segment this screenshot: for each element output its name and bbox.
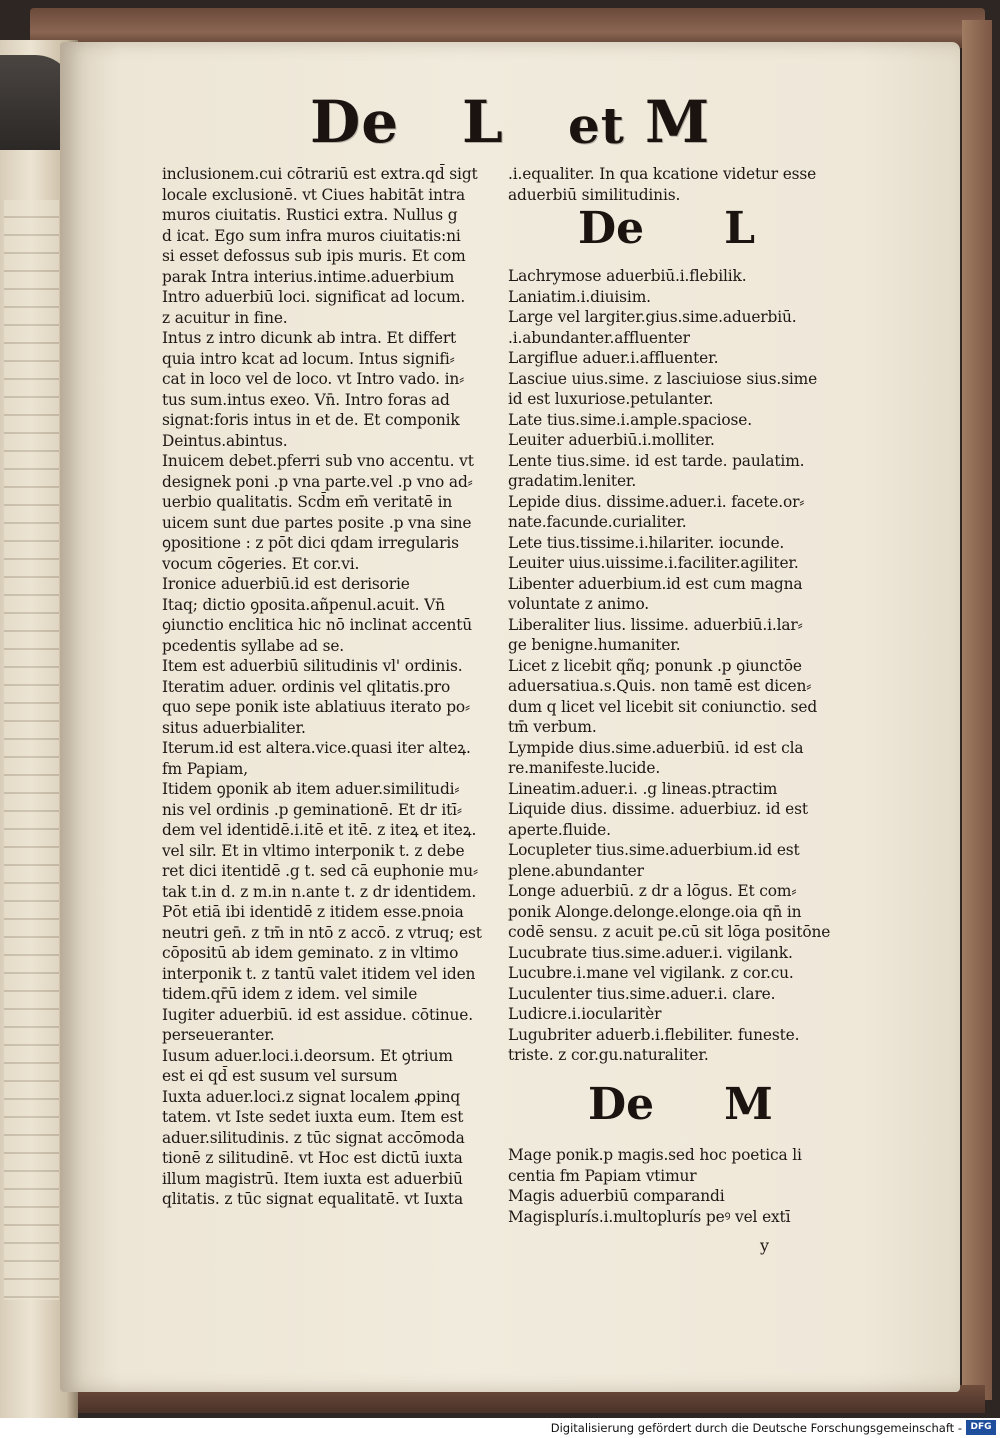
text-line: Intro aduerbiū loci. significat ad locum.: [162, 288, 466, 306]
text-line: nate.facunde.curialiter.: [508, 513, 687, 531]
text-line: Pōt etiā ibi identidē z itidem esse.pnoia: [162, 903, 464, 921]
text-line: inclusionem.cui cōtrariū est extra.qd̄ sigt: [162, 165, 478, 183]
text-line: Late tius.sime.i.ample.spaciose.: [508, 410, 752, 429]
text-line: Largiflue aduer.i.affluenter.: [508, 349, 719, 367]
footer-credit: Digitalisierung gefördert durch die Deutsche Forschungsgemeinschaft -: [550, 1421, 962, 1435]
right-text-column-l-entries: [508, 266, 838, 1066]
text-line: Locupleter tius.sime.aduerbium.id est: [508, 841, 800, 859]
text-line: Laniatim.i.diuisim.: [508, 287, 651, 306]
text-line: neutri gen̄. z tm̄ in ntō z accō. z vtruq; est: [162, 923, 482, 942]
text-line: id est luxuriose.petulanter.: [508, 390, 714, 408]
text-line: Leuiter aduerbiū.i.molliter.: [508, 431, 715, 449]
text-line: tatem. vt Iste sedet iuxta eum. Item est: [162, 1108, 464, 1126]
text-line: aduersatiua.s.Quis. non tamē est dicen⸗: [508, 677, 812, 695]
section-l-heading: [578, 203, 756, 254]
text-line: gradatim.leniter.: [508, 472, 637, 490]
text-line: .i.equaliter. In qua kcatione videtur esse: [508, 165, 817, 183]
text-line: nis vel ordinis .p geminationē. Et dr itī⸗: [162, 800, 462, 819]
text-line: Lugubriter aduerb.i.flebiliter. funeste.: [508, 1025, 800, 1044]
section-l-letter: L: [724, 203, 756, 254]
text-line: aperte.fluide.: [508, 820, 611, 839]
text-line: fm Papiam,: [162, 759, 248, 778]
text-line: pcedentis syllabe ad se.: [162, 636, 345, 655]
text-line: ꝯpositione : z pōt dici qdam irregularis: [162, 534, 459, 552]
text-line: Item est aduerbiū silitudinis vl' ordinis.: [162, 657, 463, 675]
text-line: locale exclusionē. vt Ciues habitāt intra: [162, 185, 466, 204]
text-line: plene.abundanter: [508, 861, 644, 880]
text-line: qlitatis. z tūc signat equalitatē. vt Iuxta: [162, 1190, 463, 1208]
text-line: Lucubre.i.mane vel vigilank. z cor.cu.: [508, 964, 794, 982]
text-line: Iusum aduer.loci.i.deorsum. Et ꝯtrium: [162, 1046, 453, 1065]
text-line: ꝯiunctio enclitica hic nō inclinat accentū: [162, 616, 473, 634]
header-de: De: [310, 88, 400, 156]
header-m: M: [645, 88, 711, 156]
text-line: interponik t. z tantū valet itidem vel iden: [162, 964, 476, 983]
running-header: [310, 88, 730, 162]
text-line: uicem sunt due partes posite .p vna sine: [162, 513, 472, 532]
text-line: tak t.in d. z m.in n.ante t. z dr identidem.: [162, 882, 477, 901]
text-line: muros ciuitatis. Rustici extra. Nullus g: [162, 206, 458, 224]
text-line: tidem.qr̄ū idem z idem. vel simile: [162, 985, 418, 1003]
text-line: aduer.silitudinis. z tūc signat accōmoda: [162, 1128, 465, 1147]
text-line: Libenter aduerbium.id est cum magna: [508, 574, 803, 593]
text-line: Inuicem debet.pferri sub vno accentu. vt: [162, 452, 474, 470]
text-line: dum q licet vel licebit sit coniunctio. sed: [508, 697, 818, 716]
text-line: Magisplurís.i.multoplurís peꝰ vel extī: [508, 1207, 791, 1226]
text-line: ret dici itentidē .g t. sed cā euphonie mu⸗: [162, 862, 478, 880]
text-line: perseueranter.: [162, 1026, 275, 1044]
right-text-column-m-entries: [508, 1145, 838, 1227]
text-line: quia intro kcat ad locum. Intus signifi⸗: [162, 349, 455, 368]
text-line: vocum cōgeries. Et cor.vi.: [162, 554, 360, 573]
text-line: tm̄ verbum.: [508, 718, 597, 736]
text-line: Magis aduerbiū comparandi: [508, 1187, 725, 1205]
text-line: quo sepe ponik iste ablatiuus iterato po⸗: [162, 698, 470, 716]
text-line: Iteratim aduer. ordinis vel qlitatis.pro: [162, 677, 451, 696]
text-line: est ei qd̄ est susum vel sursum: [162, 1067, 398, 1085]
right-text-column-top: [508, 164, 838, 205]
book-cover-right-edge: [962, 20, 992, 1400]
text-line: Longe aduerbiū. z dr a lōgus. Et com⸗: [508, 882, 797, 900]
text-line: tionē z silitudinē. vt Hoc est dictū iuxta: [162, 1149, 463, 1167]
text-line: cat in loco vel de loco. vt Intro vado. in⸗: [162, 370, 465, 388]
text-line: z acuitur in fine.: [162, 308, 288, 327]
text-line: Luculenter tius.sime.aduer.i. clare.: [508, 984, 776, 1003]
text-line: Lasciue uius.sime. z lasciuiose sius.sime: [508, 369, 818, 388]
facing-page-text-shadow: [4, 200, 59, 1300]
text-line: Intus z intro dicunk ab intra. Et differt: [162, 329, 457, 347]
text-line: designek poni .p vna parte.vel .p vno ad⸗: [162, 472, 473, 491]
text-line: Licet z licebit qñq; ponunk .p ꝯiunctōe: [508, 656, 802, 675]
text-line: Lachrymose aduerbiū.i.flebilik.: [508, 267, 747, 285]
text-line: Iterum.id est altera.vice.quasi iter alteꝝ.: [162, 739, 471, 757]
section-m-letter: M: [724, 1079, 773, 1130]
signature-mark: y: [760, 1236, 770, 1255]
text-line: cōpositū ab idem geminato. z in vltimo: [162, 944, 459, 962]
text-line: centia fm Papiam vtimur: [508, 1166, 697, 1185]
text-line: illum magistrū. Item iuxta est aduerbiū: [162, 1169, 463, 1188]
section-m-de: De: [588, 1079, 655, 1130]
text-line: Lympide dius.sime.aduerbiū. id est cla: [508, 738, 804, 757]
text-line: Liberaliter lius. lissime. aduerbiū.i.lar⸗: [508, 615, 803, 634]
text-line: d icat. Ego sum infra muros ciuitatis:ni: [162, 226, 461, 245]
text-line: Large vel largiter.gius.sime.aduerbiū.: [508, 308, 797, 326]
text-line: Leuiter uius.uissime.i.faciliter.agiliter.: [508, 554, 799, 572]
left-text-column: [162, 164, 497, 1210]
text-line: Iuxta aduer.loci.z signat localem ꝓpinq: [162, 1087, 461, 1106]
text-line: situs aduerbialiter.: [162, 718, 306, 737]
text-line: re.manifeste.lucide.: [508, 759, 661, 777]
footer-bar: [0, 1418, 1000, 1438]
text-line: Iugiter aduerbiū. id est assidue. cōtinue.: [162, 1005, 474, 1024]
text-line: Lete tius.tissime.i.hilariter. iocunde.: [508, 533, 785, 552]
text-line: Lepide dius. dissime.aduer.i. facete.or⸗: [508, 492, 805, 511]
text-line: ge benigne.humaniter.: [508, 636, 681, 654]
text-line: Ironice aduerbiū.id est derisorie: [162, 575, 410, 593]
text-line: si esset defossus sub ipis muris. Et com: [162, 247, 466, 265]
text-line: tus sum.intus exeo. Vn̄. Intro foras ad: [162, 390, 450, 409]
text-line: Itaq; dictio ꝯposita.añpenul.acuit. Vn̄: [162, 595, 445, 614]
text-line: voluntate z animo.: [508, 595, 650, 613]
text-line: codē sensu. z acuit pe.cū sit lōga positōne: [508, 923, 831, 941]
text-line: vel silr. Et in vltimo interponik t. z debe: [162, 841, 465, 860]
section-m-heading: [588, 1079, 773, 1130]
text-line: Deintus.abintus.: [162, 431, 288, 450]
header-l: L: [462, 88, 504, 156]
text-line: uerbio qualitatis. Scd̄m em̄ veritatē in: [162, 493, 453, 511]
text-line: parak Intra interius.intime.aduerbium: [162, 267, 455, 286]
text-line: signat:foris intus in et de. Et componik: [162, 411, 460, 429]
text-line: dem vel identidē.i.itē et itē. z iteꝝ et iteꝝ.: [162, 821, 477, 839]
text-line: triste. z cor.gu.naturaliter.: [508, 1046, 709, 1064]
text-line: ponik Alonge.delonge.elonge.oia qn̄ in: [508, 902, 802, 921]
text-line: Lineatim.aduer.i. .g lineas.ptractim: [508, 779, 778, 798]
text-line: Lucubrate tius.sime.aduer.i. vigilank.: [508, 943, 793, 962]
section-l-de: De: [578, 203, 645, 254]
text-line: Lente tius.sime. id est tarde. paulatim.: [508, 451, 805, 470]
header-et: et: [568, 96, 625, 155]
dfg-logo-icon: DFG: [966, 1420, 996, 1435]
text-line: aduerbiū similitudinis.: [508, 185, 681, 204]
text-line: .i.abundanter.affluenter: [508, 328, 690, 347]
text-line: Itidem ꝯponik ab item aduer.similitudi⸗: [162, 780, 460, 798]
text-line: Ludicre.i.iocularitèr: [508, 1005, 662, 1023]
text-line: Mage ponik.p magis.sed hoc poetica li: [508, 1146, 802, 1164]
text-line: Liquide dius. dissime. aduerbiuz. id est: [508, 800, 808, 818]
